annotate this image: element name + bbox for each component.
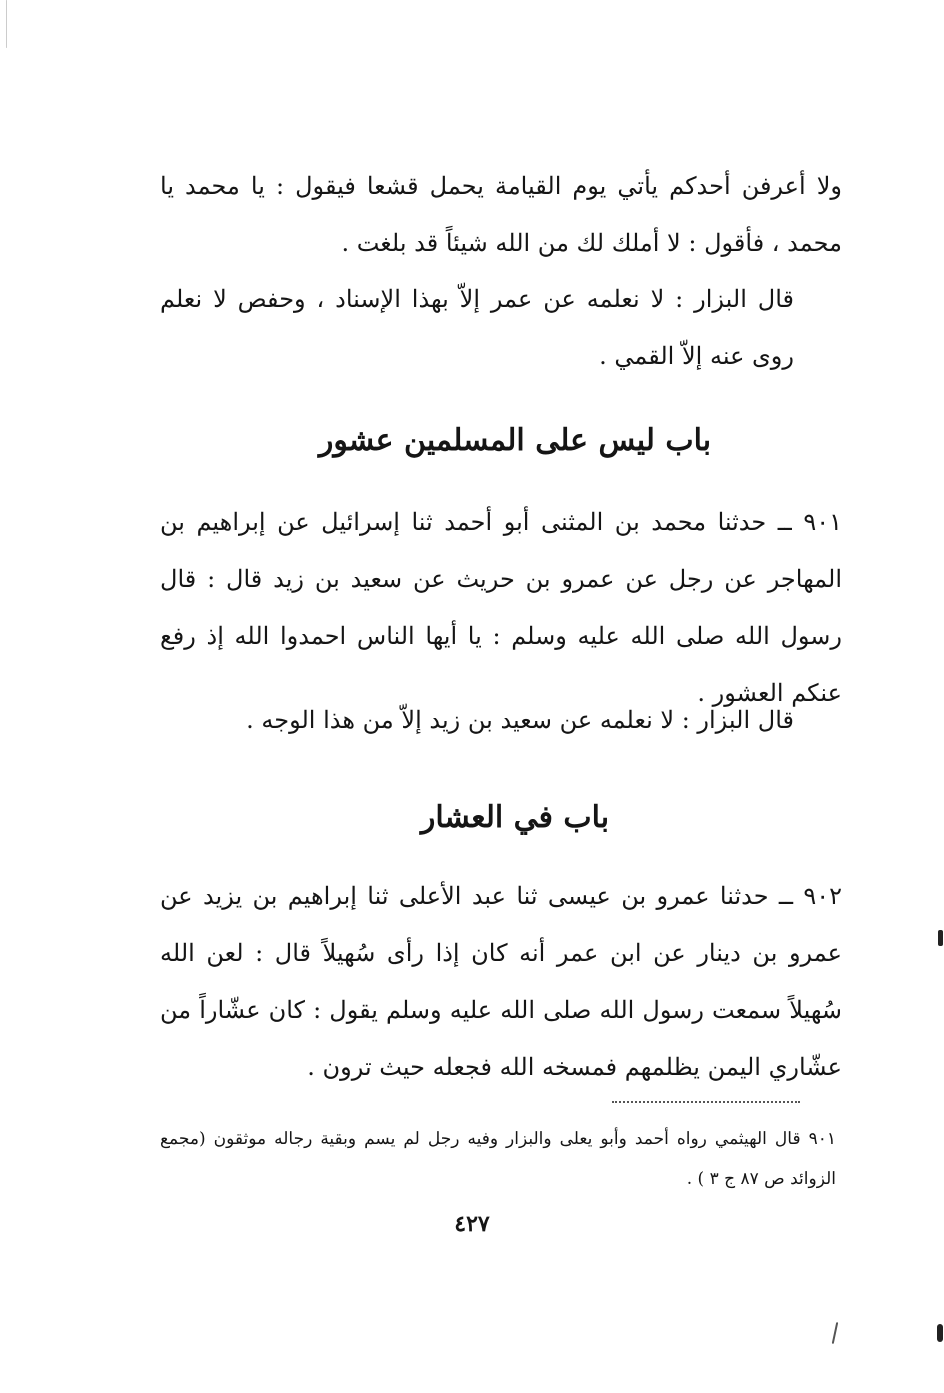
paragraph-hadith-continuation: ولا أعرفن أحدكم يأتي يوم القيامة يحمل قشعا فيقول : يا محمد يا محمد ، فأقول : لا أملك لك من الله شيئاً قد بلغت .: [160, 172, 842, 257]
page-number: ٤٢٧: [454, 1211, 490, 1237]
chapter-heading-tithe-collector: باب في العشار: [420, 800, 610, 835]
footnote: ٩٠١ قال الهيثمي رواه أحمد وأبو يعلى والبزار وفيه رجل لم يسم وبقية رجاله موثقون (مجمع الزوائد ص ٨٧ ج ٣ ) .: [160, 1129, 836, 1189]
scan-stroke-mark: [832, 1322, 839, 1344]
scan-speck-mark: [938, 930, 943, 946]
paragraph-bazzar-comment-2: قال البزار : لا نعلمه عن سعيد بن زيد إلاّ من هذا الوجه .: [246, 706, 794, 734]
paragraph-bazzar-comment-1: قال البزار : لا نعلمه عن عمر إلاّ بهذا الإسناد ، وحفص لا نعلم روى عنه إلاّ القمي .: [160, 285, 794, 370]
scan-speck-mark: [937, 1324, 943, 1342]
scan-edge-mark: [6, 0, 7, 48]
paragraph-hadith-902: ٩٠٢ ــ حدثنا عمرو بن عيسى ثنا عبد الأعلى ثنا إبراهيم بن يزيد عن عمرو بن دينار عن ابن عمر أنه كان إذا رأى سُهيلاً قال : لعن الله سُهيلاً سمعت رسول الله صلى الله عليه وسلم يقول : كان عشّاراً من عشّاري اليمن يظلمهم فمسخه الله فجعله حيث ترون .: [160, 882, 842, 1081]
chapter-heading-no-tithes: باب ليس على المسلمين عشور: [318, 423, 712, 458]
paragraph-hadith-901: ٩٠١ ــ حدثنا محمد بن المثنى أبو أحمد ثنا إسرائيل عن إبراهيم بن المهاجر عن رجل عن عمرو بن حريث عن سعيد بن زيد قال : قال رسول الله صلى الله عليه وسلم : يا أيها الناس احمدوا الله إذ رفع عنكم العشور .: [160, 508, 842, 707]
footnote-divider: [612, 1101, 800, 1103]
